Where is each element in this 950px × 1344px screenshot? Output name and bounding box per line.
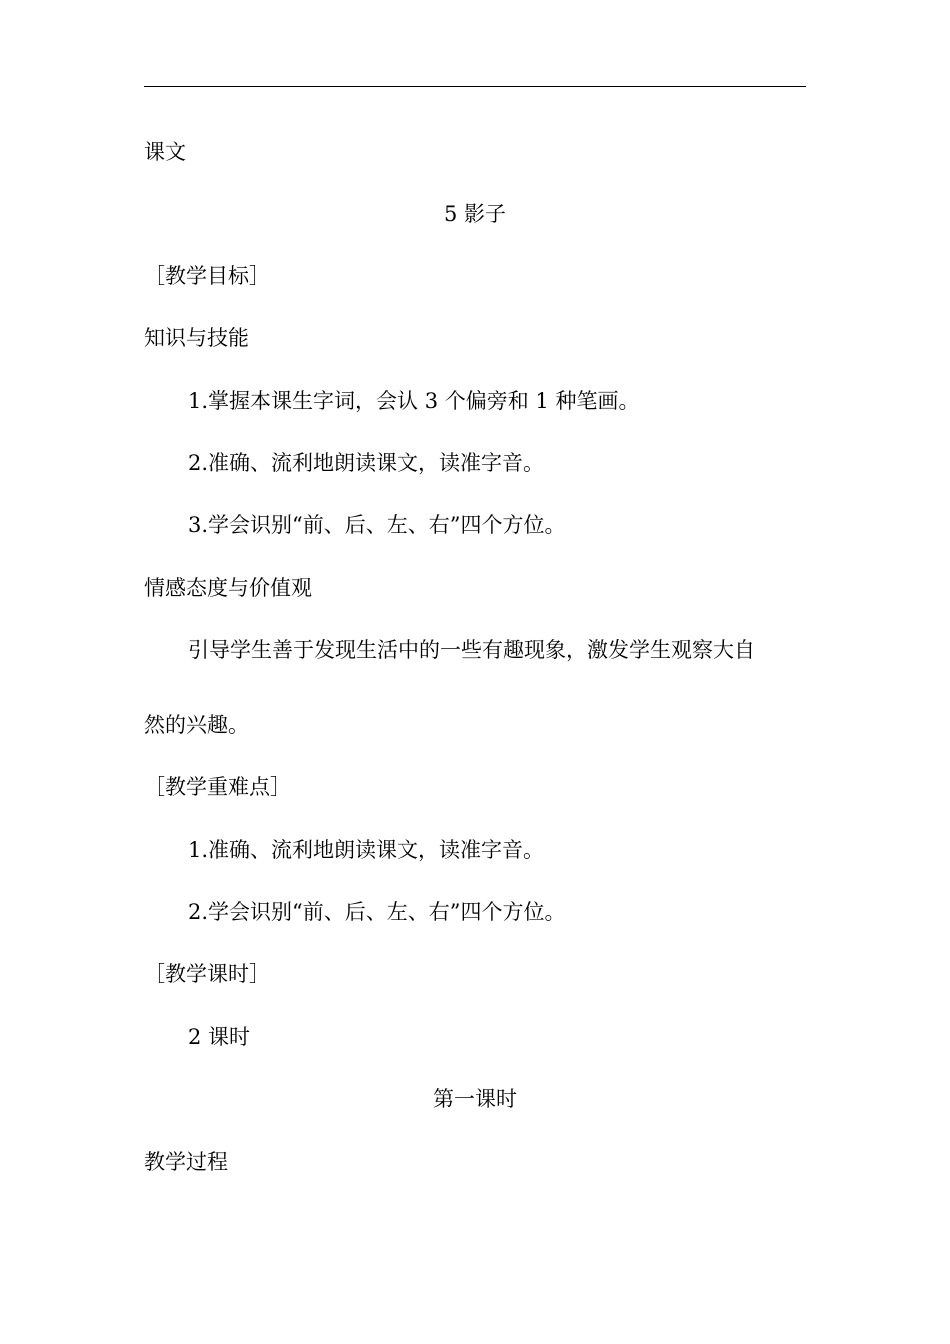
knowledge-item-2: 2.准确、流利地朗读课文，读准字音。	[188, 451, 545, 475]
lesson-title: 5 影子	[443, 202, 507, 226]
goals-heading: ［教学目标］	[144, 264, 270, 288]
first-period-title: 第一课时	[433, 1087, 517, 1111]
emotion-text-line-1: 引导学生善于发现生活中的一些有趣现象，激发学生观察大自	[188, 638, 755, 662]
hours-value: 2 课时	[188, 1025, 251, 1049]
hours-heading: ［教学课时］	[144, 962, 270, 986]
knowledge-item-1: 1.掌握本课生字词，会认 3 个偏旁和 1 种笔画。	[188, 389, 640, 413]
key-points-item-2: 2.学会识别“前、后、左、右”四个方位。	[188, 900, 566, 924]
emotion-text-line-2: 然的兴趣。	[144, 713, 249, 737]
knowledge-item-3: 3.学会识别“前、后、左、右”四个方位。	[188, 513, 566, 537]
section-label: 课文	[144, 140, 186, 164]
header-rule	[144, 86, 806, 87]
process-heading: 教学过程	[144, 1150, 228, 1174]
key-points-heading: ［教学重难点］	[144, 775, 291, 799]
knowledge-heading: 知识与技能	[144, 326, 249, 350]
emotion-heading: 情感态度与价值观	[144, 576, 312, 600]
key-points-item-1: 1.准确、流利地朗读课文，读准字音。	[188, 838, 545, 862]
